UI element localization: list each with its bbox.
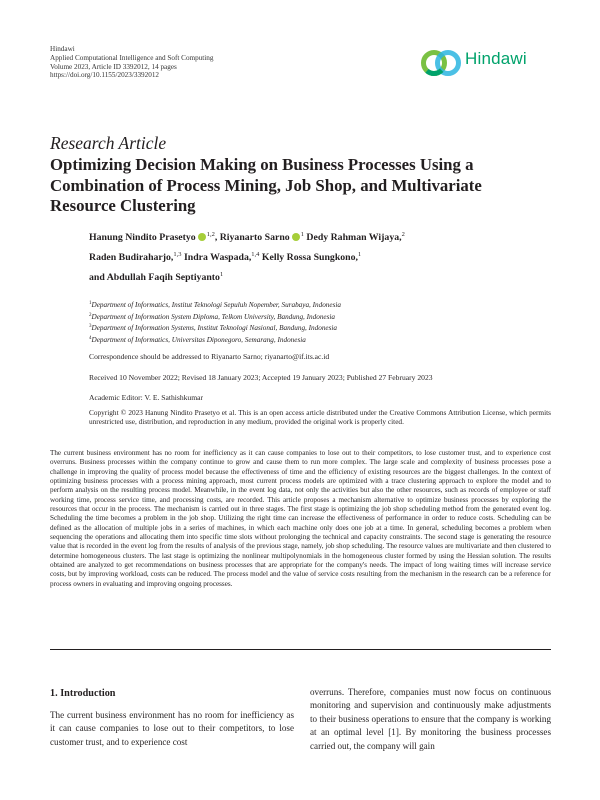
author: [184, 252, 259, 263]
affiliation: [89, 311, 549, 323]
section-heading: 1. Introduction: [50, 688, 116, 699]
affiliation: [89, 334, 549, 346]
author-name: Raden Budiraharjo,: [89, 252, 174, 263]
body-column-right: [310, 686, 551, 753]
author-name: Hanung Nindito Prasetyo: [89, 232, 196, 243]
affiliation-number: 3: [89, 324, 92, 330]
author: [89, 232, 215, 243]
volume-info: Volume 2023, Article ID 3392012, 14 pages: [50, 62, 177, 71]
paragraph: The current business environment has no room for inefficiency as it can cause companies to lose out to their competitors, to lose customer trust, and to experience cost: [50, 710, 294, 747]
copyright-notice: Copyright © 2023 Hanung Nindito Prasetyo et al. This is an open access article distributed under the Creative Commons Attribution License, which permits unrestricted use, distribution, and reproduction in any medium, provided the original work is properly cited.: [89, 408, 551, 427]
abstract: The current business environment has no room for inefficiency as it can cause companies to lose out to their competitors, to lose customer trust, and to experience cost overruns. Business processes within the company continue to grow and cause them to run more complex. The large scale and complexity of business processes pose a challenge in improving the quality of process model because the effectiveness of time and the efficiency of existing resources are the biggest challenges. In the context of optimizing business processes with a process mining approach, most current process models are optimized with a trace clustering approach to explore the model and to perform analysis on the resulting process model. Meanwhile, in the event log data, not only the activities but also the other resources, such as records of employee or staff working time, process service time, and processing costs, are recorded. This article proposes a mechanism alternative to optimize business processes by exploring the resources that occur in the process. The mechanism is carried out in three stages. The first stage is optimizing the job shop scheduling method from the generated event log. Scheduling the time becomes a problem in the job shop. Utilizing the right time can increase the effectiveness of performance in order to reduce costs. Scheduling can be defined as the allocation of multiple jobs in a series of machines, in which each machine only does one job at a time. In general, scheduling becomes a problem when sequencing the operations and allocating them into specific time slots without prolonging the technical and capacity constraints. The second stage is generating the resource value that is recorded in the event log from the results of analysis of the previous stage, namely, job shop scheduling. The resource values are multivariate and then clustered to determine homogeneous clusters. The last stage is optimizing the nonlinear multipolynomials in the homogeneous cluster formed by using the Hessian solution. The results obtained are analyzed to get recommendations on business processes that are appropriate for the company's needs. The impact of long waiting times will increase service costs, but by improving workload, costs can be reduced. The process model and the value of service costs resulting from the mechanism in the research can be a reference for process owners in evaluating and improving ongoing processes.: [50, 449, 551, 588]
affiliation-text: Department of Information System Diploma, Telkom University, Bandung, Indonesia: [91, 312, 335, 321]
hindawi-logo-text: Hindawi: [465, 49, 527, 68]
article-title: Optimizing Decision Making on Business Processes Using a Combination of Process Mining, Job Shop, and Multivariate Resource Clustering: [50, 155, 482, 215]
author: [89, 272, 223, 283]
affiliation-text: Department of Informatics, Institut Teknologi Sepuluh Nopember, Surabaya, Indonesia: [91, 301, 341, 309]
paragraph: overruns. Therefore, companies must now focus on continuous monitoring and supervision and continuously make adjustments to their business operations to ensure that the company is working at an optimal level [1]. By monitoring the business processes carried out, the company will gain: [310, 687, 551, 751]
hindawi-logo-icon: [420, 44, 464, 84]
affiliation-text: Department of Information Systems, Institut Teknologi Nasional, Bandung, Indonesia: [91, 324, 337, 333]
author-affiliation-number: 2: [401, 231, 405, 238]
correspondence: Correspondence should be addressed to Riyanarto Sarno; riyanarto@if.its.ac.id: [89, 352, 330, 361]
journal-header: [50, 45, 214, 80]
author: [89, 252, 182, 263]
doi-link[interactable]: https://doi.org/10.1155/2023/3392012: [50, 71, 160, 80]
affiliation-list: [89, 299, 549, 345]
affiliation-text: Department of Informatics, Universitas Diponegoro, Semarang, Indonesia: [91, 335, 306, 344]
author-name: Indra Waspada,: [183, 252, 252, 263]
author: [220, 232, 304, 243]
author-affiliation-number: 1,2: [206, 231, 215, 238]
author-name: Kelly Rossa Sungkono,: [261, 252, 358, 263]
publisher-name: Hindawi: [50, 45, 75, 53]
orcid-icon[interactable]: [198, 233, 206, 241]
author: [306, 232, 404, 243]
author: [262, 252, 361, 263]
author-affiliation-number: 1: [300, 231, 304, 238]
publication-dates: Received 10 November 2022; Revised 18 January 2023; Accepted 19 January 2023; Published 27 February 2023: [89, 373, 433, 382]
body-column-left: [50, 709, 294, 749]
author-affiliation-number: 1,4: [251, 251, 260, 258]
author-affiliation-number: 1: [219, 271, 224, 278]
author-affiliation-number: 1,3: [173, 251, 182, 258]
affiliation-number: 2: [89, 312, 92, 318]
affiliation: [89, 299, 549, 311]
author-name: Riyanarto Sarno: [219, 232, 290, 243]
author-affiliation-number: 1: [357, 251, 362, 258]
article-type: Research Article: [50, 133, 167, 153]
affiliation: [89, 322, 549, 334]
affiliation-number: 1: [89, 301, 92, 306]
academic-editor: Academic Editor: V. E. Sathishkumar: [89, 393, 204, 402]
author-name: Dedy Rahman Wijaya,: [306, 232, 402, 243]
journal-name: Applied Computational Intelligence and Soft Computing: [50, 53, 214, 62]
abstract-divider: [50, 649, 551, 650]
author-list: Hanung Nindito Prasetyo $^{1,2}$, Riyanarto Sarno $^1$ Dedy Rahman Wijaya,$^2$ Raden Budiraharjo,$^{1,3}$ Indra Waspada,$^{1,4}$ Kelly Rossa Sungkono,$^1$ and Abdullah Faqih Septiyanto$^1$: [89, 231, 405, 283]
orcid-icon[interactable]: [292, 233, 300, 241]
hindawi-logo: [420, 44, 570, 84]
affiliation-number: 4: [89, 335, 92, 341]
author-name: and Abdullah Faqih Septiyanto: [89, 272, 220, 283]
